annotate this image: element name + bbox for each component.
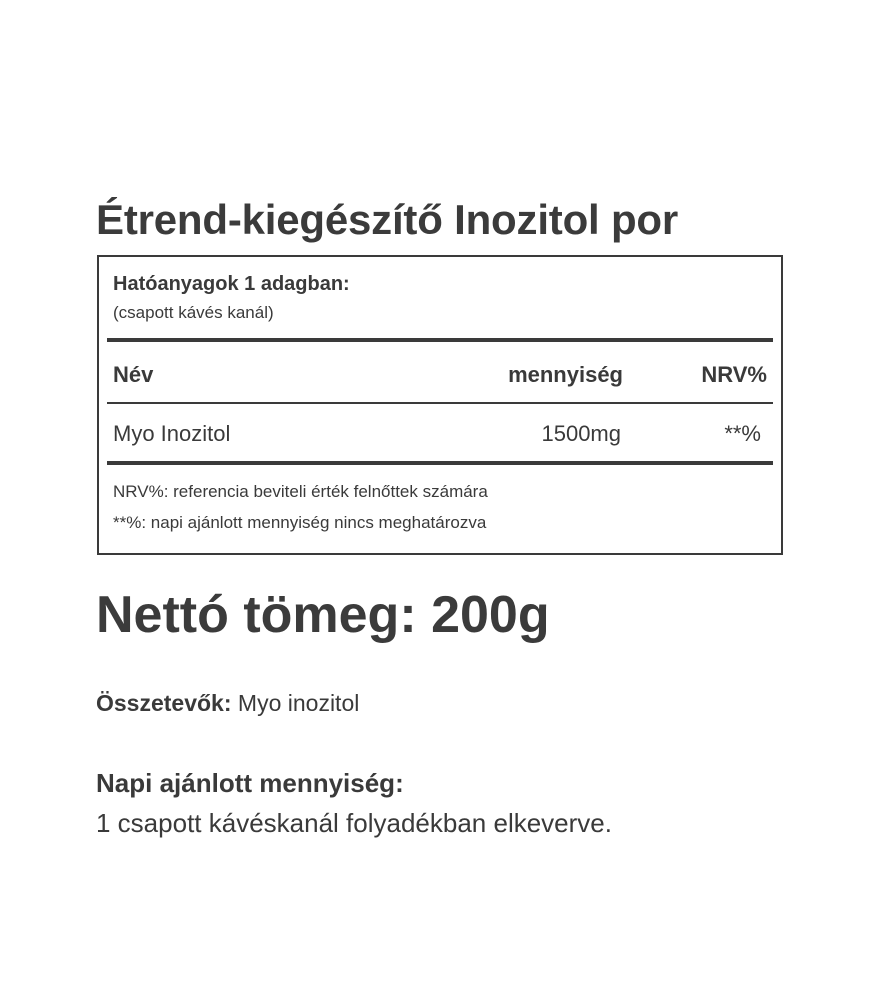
ingredients-value: Myo inozitol [231, 690, 360, 716]
product-title: Étrend-kiegészítő Inozitol por [96, 196, 679, 243]
table-divider-thick-top [107, 338, 773, 342]
table-heading: Hatóanyagok 1 adagban: [113, 273, 350, 295]
footnote-nrv: NRV%: referencia beviteli érték felnőttek számára [113, 482, 488, 501]
ingredients-label: Összetevők: [96, 690, 232, 716]
table-divider-thick-bottom [107, 461, 773, 465]
net-weight: Nettó tömeg: 200g [96, 586, 550, 644]
table-divider-thin [107, 402, 773, 404]
active-ingredients-table [97, 255, 783, 555]
row-ingredient-nrv: **% [724, 421, 761, 446]
row-ingredient-amount: 1500mg [541, 421, 621, 446]
column-header-nrv: NRV% [701, 362, 767, 387]
column-header-name: Név [113, 362, 154, 387]
table-subheading: (csapott kávés kanál) [113, 303, 274, 322]
ingredients-line [96, 690, 359, 717]
dosage-text: 1 csapott kávéskanál folyadékban elkeverve. [96, 808, 612, 838]
column-header-amount: mennyiség [508, 362, 623, 387]
footnote-double-asterisk: **%: napi ajánlott mennyiség nincs meghatározva [113, 513, 487, 532]
row-ingredient-name: Myo Inozitol [113, 421, 231, 446]
dosage-label: Napi ajánlott mennyiség: [96, 768, 404, 798]
